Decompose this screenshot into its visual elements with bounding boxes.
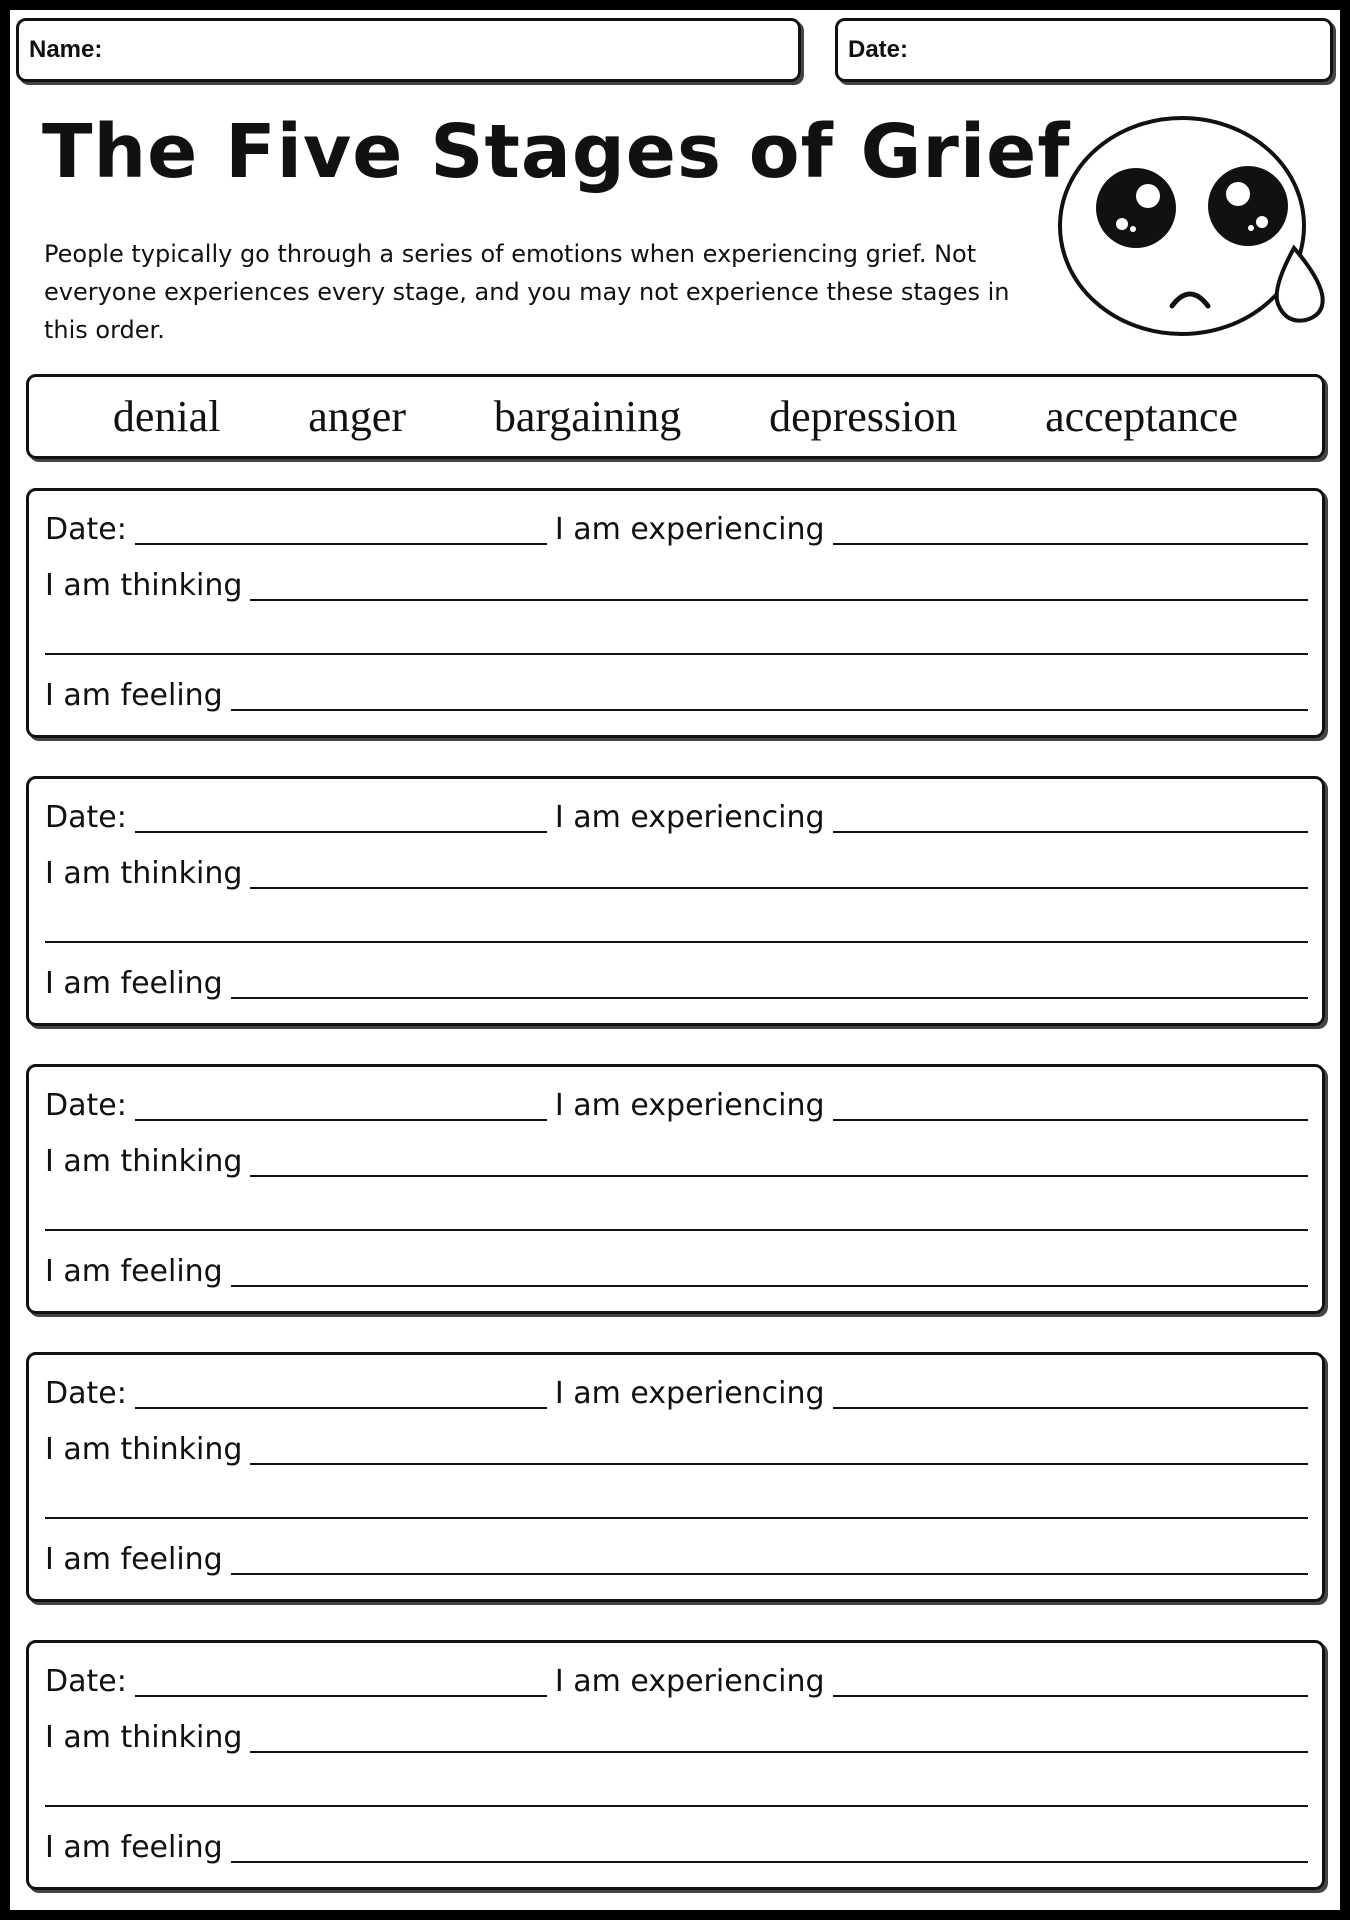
experiencing-line[interactable] bbox=[833, 1407, 1308, 1409]
experiencing-line[interactable] bbox=[833, 831, 1308, 833]
feeling-label: I am feeling bbox=[45, 1542, 223, 1577]
crying-face-icon bbox=[1050, 98, 1340, 358]
name-field[interactable] bbox=[16, 18, 801, 82]
feeling-line[interactable] bbox=[231, 997, 1308, 999]
journal-entry bbox=[26, 776, 1325, 1026]
thinking-line[interactable] bbox=[250, 1175, 1308, 1177]
entry-date-row bbox=[45, 1659, 1308, 1699]
entry-date-line[interactable] bbox=[135, 1407, 547, 1409]
thinking-line[interactable] bbox=[250, 1463, 1308, 1465]
thinking-row bbox=[45, 851, 1308, 891]
thinking-label: I am thinking bbox=[45, 1144, 243, 1179]
stage-acceptance: acceptance bbox=[1045, 392, 1239, 441]
thinking-label: I am thinking bbox=[45, 1720, 243, 1755]
thinking-line[interactable] bbox=[250, 887, 1308, 889]
thinking-label: I am thinking bbox=[45, 1432, 243, 1467]
experiencing-label: I am experiencing bbox=[554, 1664, 825, 1699]
entry-date-row bbox=[45, 795, 1308, 835]
entry-date-line[interactable] bbox=[135, 1695, 547, 1697]
feeling-line[interactable] bbox=[231, 1285, 1308, 1287]
entry-date-row bbox=[45, 1083, 1308, 1123]
thinking-continuation-line[interactable] bbox=[45, 941, 1308, 943]
experiencing-label: I am experiencing bbox=[554, 512, 825, 547]
entry-date-label: Date: bbox=[45, 800, 127, 835]
feeling-line[interactable] bbox=[231, 1573, 1308, 1575]
thinking-line[interactable] bbox=[250, 599, 1308, 601]
entry-date-line[interactable] bbox=[135, 1119, 547, 1121]
experiencing-line[interactable] bbox=[833, 543, 1308, 545]
entry-date-row bbox=[45, 507, 1308, 547]
stages-list bbox=[26, 374, 1325, 459]
thinking-line[interactable] bbox=[250, 1751, 1308, 1753]
feeling-row bbox=[45, 1825, 1308, 1865]
thinking-continuation-row bbox=[45, 905, 1308, 945]
entry-date-label: Date: bbox=[45, 1376, 127, 1411]
date-field[interactable] bbox=[835, 18, 1333, 82]
entry-date-row bbox=[45, 1371, 1308, 1411]
experiencing-label: I am experiencing bbox=[554, 1376, 825, 1411]
stage-denial: denial bbox=[112, 392, 221, 441]
stage-depression: depression bbox=[769, 392, 958, 441]
experiencing-label: I am experiencing bbox=[554, 1088, 825, 1123]
thinking-row bbox=[45, 1715, 1308, 1755]
thinking-label: I am thinking bbox=[45, 856, 243, 891]
page-title: The Five Stages of Grief bbox=[42, 109, 1071, 195]
stage-anger: anger bbox=[308, 392, 406, 441]
feeling-row bbox=[45, 961, 1308, 1001]
journal-entry bbox=[26, 1064, 1325, 1314]
thinking-row bbox=[45, 563, 1308, 603]
feeling-row bbox=[45, 1537, 1308, 1577]
journal-entry bbox=[26, 1640, 1325, 1890]
thinking-continuation-line[interactable] bbox=[45, 1517, 1308, 1519]
feeling-row bbox=[45, 673, 1308, 713]
feeling-line[interactable] bbox=[231, 709, 1308, 711]
thinking-row bbox=[45, 1427, 1308, 1467]
thinking-continuation-line[interactable] bbox=[45, 1805, 1308, 1807]
thinking-row bbox=[45, 1139, 1308, 1179]
feeling-line[interactable] bbox=[231, 1861, 1308, 1863]
experiencing-line[interactable] bbox=[833, 1695, 1308, 1697]
date-label: Date: bbox=[848, 36, 909, 63]
entry-date-label: Date: bbox=[45, 512, 127, 547]
stage-bargaining: bargaining bbox=[493, 392, 682, 441]
feeling-label: I am feeling bbox=[45, 678, 223, 713]
thinking-continuation-line[interactable] bbox=[45, 1229, 1308, 1231]
name-label: Name: bbox=[29, 36, 103, 63]
feeling-label: I am feeling bbox=[45, 966, 223, 1001]
experiencing-label: I am experiencing bbox=[554, 800, 825, 835]
feeling-label: I am feeling bbox=[45, 1830, 223, 1865]
thinking-continuation-row bbox=[45, 1481, 1308, 1521]
thinking-continuation-row bbox=[45, 1769, 1308, 1809]
journal-entry bbox=[26, 488, 1325, 738]
feeling-label: I am feeling bbox=[45, 1254, 223, 1289]
entry-date-label: Date: bbox=[45, 1088, 127, 1123]
entry-date-label: Date: bbox=[45, 1664, 127, 1699]
thinking-continuation-line[interactable] bbox=[45, 653, 1308, 655]
thinking-label: I am thinking bbox=[45, 568, 243, 603]
thinking-continuation-row bbox=[45, 617, 1308, 657]
entry-date-line[interactable] bbox=[135, 543, 547, 545]
intro-text: People typically go through a series of emotions when experiencing grief. Not everyone experiences every stage, and you may not experience these stages in this order. bbox=[44, 240, 1010, 344]
entry-date-line[interactable] bbox=[135, 831, 547, 833]
journal-entry bbox=[26, 1352, 1325, 1602]
worksheet-page bbox=[10, 10, 1340, 1910]
experiencing-line[interactable] bbox=[833, 1119, 1308, 1121]
feeling-row bbox=[45, 1249, 1308, 1289]
thinking-continuation-row bbox=[45, 1193, 1308, 1233]
